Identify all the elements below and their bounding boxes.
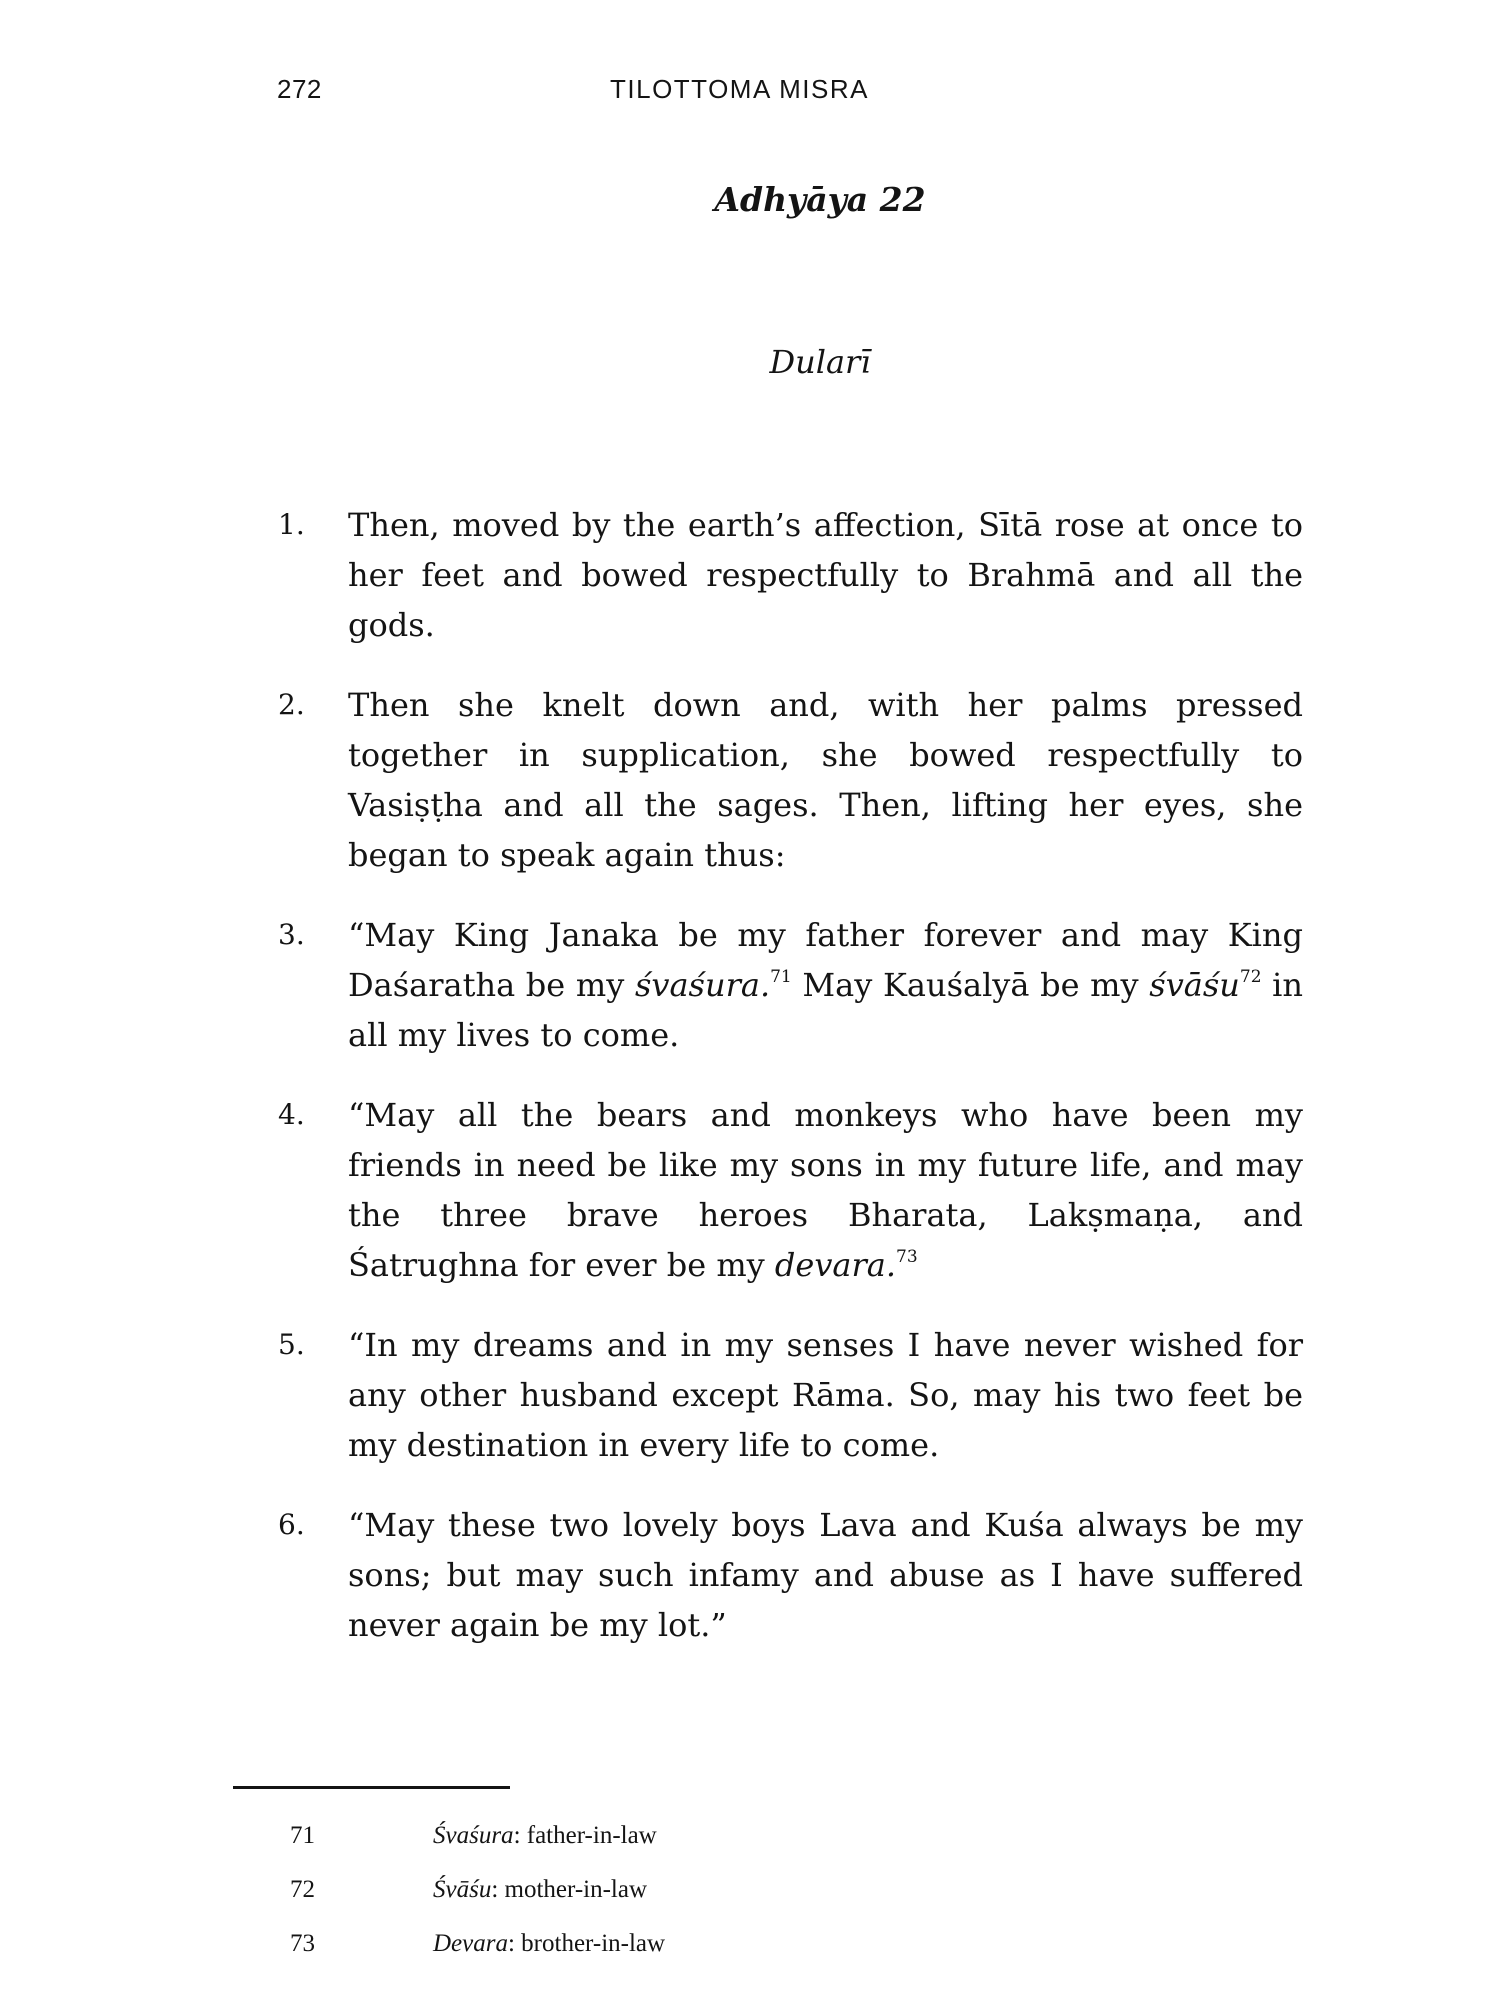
footnote-body (433, 1820, 657, 1852)
footnote-definition: : brother-in-law (507, 1930, 666, 1957)
verse-number: 6. (278, 1508, 305, 1541)
verse-text-segment: “May these two lovely boys Lava and Kuśa always be my sons; but may such infamy and abuse as I have suffered never again be my lot.” (348, 1506, 1303, 1644)
footnote-definition: : mother-in-law (491, 1876, 648, 1903)
verse-text-segment: in all my lives to come. (348, 966, 1304, 1054)
verse-text (348, 686, 1303, 874)
verse-text (348, 916, 1303, 1054)
verse-4 (278, 1090, 1303, 1290)
verse-5 (278, 1320, 1303, 1470)
verse-text-segment: Then she knelt down and, with her palms pressed together in supplication, she bowed respectfully to Vasiṣṭha and all the sages. Then, lifting her eyes, she began to speak again thus: (348, 686, 1303, 874)
verse-text-segment: Then, moved by the earth’s affection, Sītā rose at once to her feet and bowed respectfully to Brahmā and all the gods. (348, 506, 1303, 644)
footnote-ref: 72 (1239, 967, 1262, 987)
verse-3 (278, 910, 1303, 1060)
verse-1 (278, 500, 1303, 650)
verse-text (348, 1326, 1303, 1464)
verse-text (348, 506, 1303, 644)
running-head: TILOTTOMA MISRA (610, 74, 869, 104)
italic-term: devara. (774, 1246, 897, 1284)
verse-text-segment: May Kauśalyā be my (791, 966, 1150, 1004)
verse-number: 2. (278, 688, 305, 721)
footnote-definition: : father-in-law (513, 1822, 657, 1849)
verse-text (348, 1506, 1303, 1644)
verse-text-segment: “May King Janaka be my father forever and may King Daśaratha be my (348, 916, 1303, 1004)
verse-6 (278, 1500, 1303, 1650)
section-title: Dularī (769, 343, 871, 381)
footnote-ref: 73 (896, 1247, 918, 1267)
footnote-divider (233, 1786, 510, 1789)
verse-number: 5. (278, 1328, 305, 1361)
italic-term: śvāśu (1149, 966, 1240, 1004)
verse-2 (278, 680, 1303, 880)
footnote-number: 72 (290, 1876, 315, 1903)
verse-text (348, 1096, 1303, 1284)
italic-term: śvaśura. (634, 966, 771, 1004)
footnote-body (433, 1874, 647, 1906)
verse-text-segment: “In my dreams and in my senses I have never wished for any other husband except Rāma. So, may his two feet be my destination in every life to come. (348, 1326, 1303, 1464)
verse-list (278, 500, 1303, 1680)
page-number: 272 (277, 74, 322, 104)
verse-number: 1. (278, 508, 305, 541)
footnote-body (433, 1928, 665, 1960)
footnote-term: Śvāśu (433, 1876, 492, 1903)
footnote-ref: 71 (770, 967, 792, 987)
verse-number: 4. (278, 1098, 305, 1131)
chapter-title: Adhyāya 22 (714, 180, 926, 219)
footnote-number: 71 (290, 1822, 315, 1849)
footnote-term: Śvaśura (433, 1822, 514, 1849)
verse-number: 3. (278, 918, 305, 951)
verse-text-segment: “May all the bears and monkeys who have been my friends in need be like my sons in my future life, and may the three brave heroes Bharata, Lakṣmaṇa, and Śatrughna for ever be my (348, 1096, 1303, 1284)
footnote-term: Devara (433, 1930, 508, 1957)
footnote-number: 73 (290, 1930, 315, 1957)
